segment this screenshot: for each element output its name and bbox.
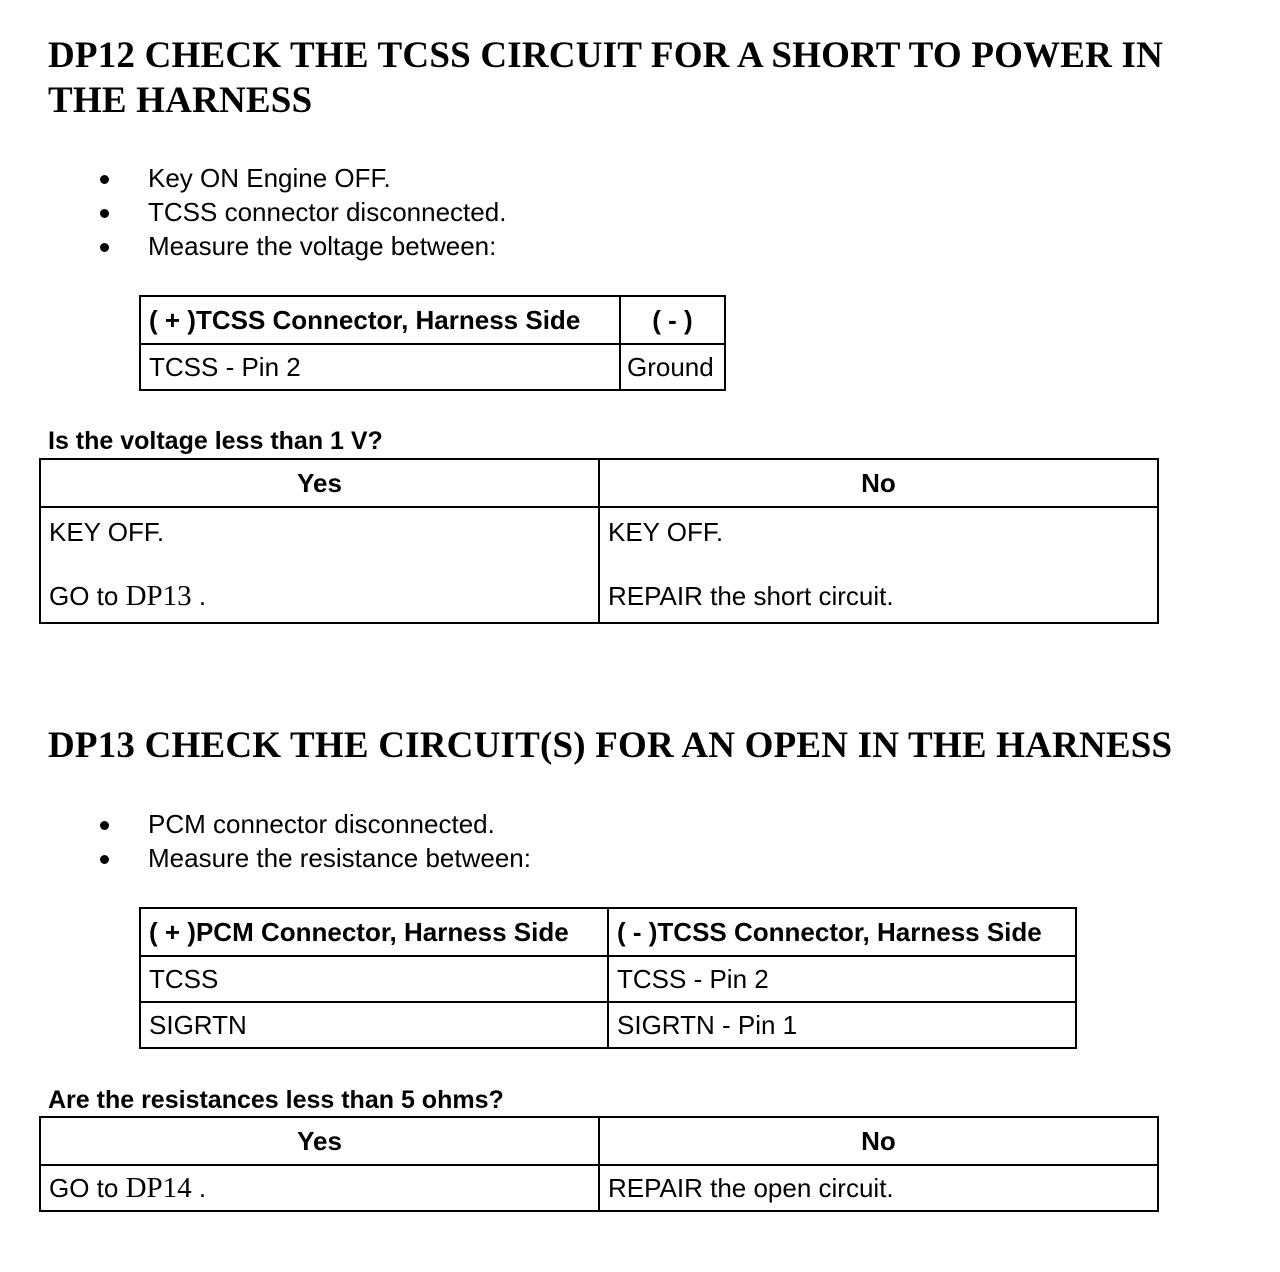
dp12-measurement-table xyxy=(139,295,726,391)
goto-dp13-link[interactable]: DP13 xyxy=(125,580,192,612)
bullet-icon xyxy=(100,209,109,218)
list-item: PCM connector disconnected. xyxy=(96,807,531,841)
measure-header-positive: ( + )TCSS Connector, Harness Side xyxy=(140,296,620,344)
no-cell xyxy=(599,1165,1158,1211)
yes-goto: GO to DP14 . xyxy=(49,1171,207,1204)
table-cell: Ground xyxy=(620,344,725,390)
no-key-off: KEY OFF. xyxy=(608,517,724,547)
dp12-bullet-list xyxy=(96,161,506,263)
dp13-question: Are the resistances less than 5 ohms? xyxy=(48,1086,504,1114)
table-header-row xyxy=(140,908,1076,956)
dp13-answer-table xyxy=(39,1116,1159,1212)
bullet-icon xyxy=(100,175,109,184)
dp13-heading: DP13 CHECK THE CIRCUIT(S) FOR AN OPEN IN THE HARNESS xyxy=(48,725,1173,766)
table-header-row xyxy=(40,459,1158,507)
no-header: No xyxy=(599,1117,1158,1165)
measure-header-negative: ( - )TCSS Connector, Harness Side xyxy=(608,908,1076,956)
list-item: Key ON Engine OFF. xyxy=(96,161,506,195)
yes-goto: GO to DP13 . xyxy=(49,580,207,612)
table-cell: SIGRTN xyxy=(140,1002,608,1048)
measure-header-positive: ( + )PCM Connector, Harness Side xyxy=(140,908,608,956)
yes-header: Yes xyxy=(40,1117,599,1165)
bullet-icon xyxy=(100,821,109,830)
list-item: Measure the voltage between: xyxy=(96,229,506,263)
table-row xyxy=(40,1165,1158,1211)
list-item: TCSS connector disconnected. xyxy=(96,195,506,229)
yes-cell xyxy=(40,1165,599,1211)
table-row xyxy=(140,1002,1076,1048)
yes-header: Yes xyxy=(40,459,599,507)
table-header-row xyxy=(40,1117,1158,1165)
goto-dp14-link[interactable]: DP14 xyxy=(125,1171,192,1204)
dp13-bullet-list xyxy=(96,807,531,875)
dp13-measurement-table xyxy=(139,907,1077,1049)
measure-header-negative: ( - ) xyxy=(620,296,725,344)
no-repair: REPAIR the open circuit. xyxy=(608,1172,894,1203)
dp12-question: Is the voltage less than 1 V? xyxy=(48,427,383,455)
yes-cell xyxy=(40,507,599,623)
bullet-icon xyxy=(100,855,109,864)
table-cell: SIGRTN - Pin 1 xyxy=(608,1002,1076,1048)
no-repair: REPAIR the short circuit. xyxy=(608,581,894,611)
table-row xyxy=(40,507,1158,623)
yes-key-off: KEY OFF. xyxy=(49,517,165,547)
bullet-icon xyxy=(100,243,109,252)
table-cell: TCSS - Pin 2 xyxy=(140,344,620,390)
table-row xyxy=(140,956,1076,1002)
no-cell xyxy=(599,507,1158,623)
table-header-row xyxy=(140,296,725,344)
table-cell: TCSS xyxy=(140,956,608,1002)
no-header: No xyxy=(599,459,1158,507)
dp12-heading: DP12 CHECK THE TCSS CIRCUIT FOR A SHORT TO POWER IN THE HARNESS xyxy=(48,35,1164,121)
table-row xyxy=(140,344,725,390)
dp12-answer-table xyxy=(39,458,1159,624)
list-item: Measure the resistance between: xyxy=(96,841,531,875)
table-cell: TCSS - Pin 2 xyxy=(608,956,1076,1002)
